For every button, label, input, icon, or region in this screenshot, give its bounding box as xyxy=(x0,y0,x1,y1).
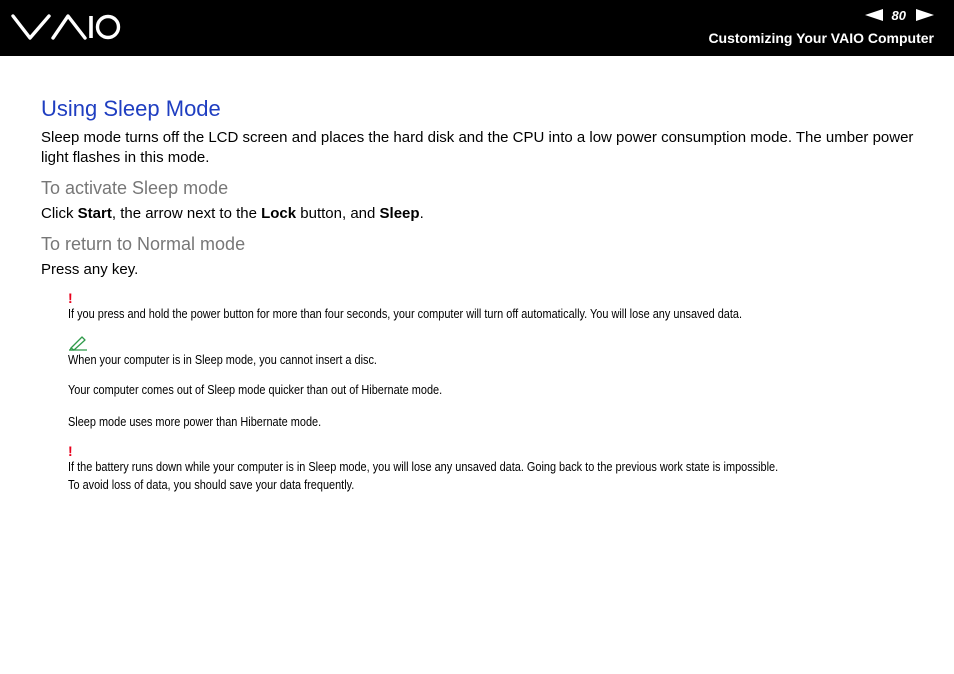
warning-text: If the battery runs down while your computer is in Sleep mode, you will lose any unsaved data. Going back to the previous work state is impossible. xyxy=(68,459,779,474)
page-header xyxy=(0,0,954,56)
activate-sleep-step xyxy=(41,204,921,224)
vaio-logo-icon xyxy=(11,12,121,42)
return-normal-step: Press any key. xyxy=(41,261,139,278)
step-text-mid2: button, and xyxy=(296,205,380,222)
return-normal-heading: To return to Normal mode xyxy=(41,234,246,254)
note-text: When your computer is in Sleep mode, you cannot insert a disc. xyxy=(68,352,377,367)
step-text-end: . xyxy=(419,205,424,222)
warning-icon: ! xyxy=(68,443,73,459)
page-navigation xyxy=(865,7,934,23)
note-pencil-icon xyxy=(68,335,921,351)
previous-page-arrow-icon[interactable] xyxy=(865,9,883,21)
notes-section xyxy=(68,292,921,494)
step-text-click: Click xyxy=(41,205,78,222)
intro-paragraph: Sleep mode turns off the LCD screen and places the hard disk and the CPU into a low power consumption mode. The umber power light flashes in this mode. xyxy=(41,129,914,166)
step-text-mid: , the arrow next to the xyxy=(111,205,262,222)
page-number: 80 xyxy=(891,7,906,23)
page-content xyxy=(41,95,921,494)
note-text: Sleep mode uses more power than Hibernate mode. xyxy=(68,414,322,429)
section-title: Customizing Your VAIO Computer xyxy=(708,30,934,46)
activate-sleep-heading: To activate Sleep mode xyxy=(41,178,229,198)
start-label: Start xyxy=(77,205,112,222)
lock-label: Lock xyxy=(261,205,297,222)
warning-text: If you press and hold the power button for more than four seconds, your computer will turn off automatically. You will lose any unsaved data. xyxy=(68,306,742,321)
next-page-arrow-icon[interactable] xyxy=(916,9,934,21)
sleep-label: Sleep xyxy=(379,205,420,222)
note-text: Your computer comes out of Sleep mode quicker than out of Hibernate mode. xyxy=(68,382,443,397)
page-title: Using Sleep Mode xyxy=(41,96,221,121)
warning-text: To avoid loss of data, you should save your data frequently. xyxy=(68,477,355,492)
warning-icon: ! xyxy=(68,290,73,306)
